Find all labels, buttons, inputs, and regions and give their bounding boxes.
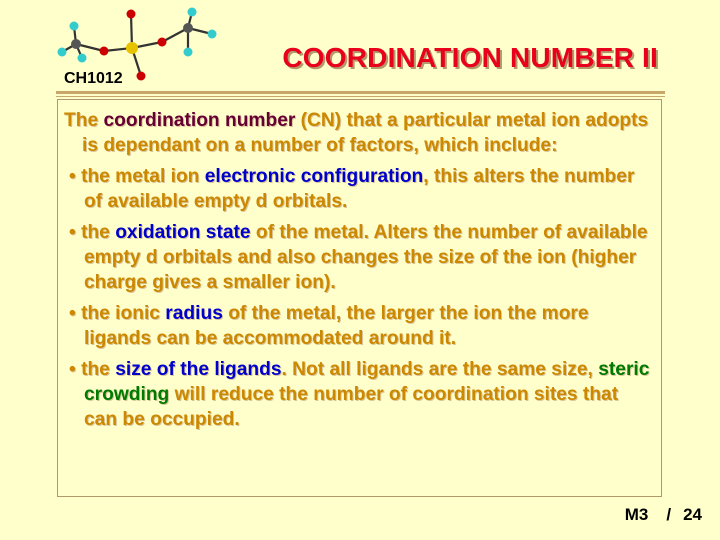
list-item — [64, 164, 655, 214]
bullet-text: the metal ion — [81, 166, 205, 187]
course-code: CH1012 — [64, 70, 123, 87]
intro-text-2: (CN) that a particular metal ion adopts is dependant on a number of factors, which include: — [82, 110, 649, 156]
bullet-text: of the metal, the larger the ion the more ligands can be accommodated around it. — [84, 303, 589, 349]
bullet-keyword: electronic configuration — [204, 166, 424, 187]
list-item — [64, 301, 655, 351]
bullet-text: the — [81, 359, 116, 380]
content-box — [57, 99, 662, 497]
bullet-text: the — [81, 222, 116, 243]
footer-separator: / — [666, 505, 672, 524]
bullet-icon: • — [69, 359, 76, 380]
bullet-keyword: size of the ligands — [115, 359, 282, 380]
bullet-keyword: radius — [165, 303, 223, 324]
module-label: M3 — [624, 505, 649, 524]
bullet-text: will reduce the number of coordination sites that can be occupied. — [84, 384, 619, 430]
intro-term: coordination number — [103, 110, 296, 131]
bullet-text: . Not all ligands are the same size, — [281, 359, 599, 380]
bullet-icon: • — [69, 222, 76, 243]
page-number: 24 — [683, 505, 702, 524]
slide-footer — [625, 505, 702, 525]
intro-paragraph — [64, 108, 655, 158]
title-divider-thin — [56, 96, 665, 97]
bullet-icon: • — [69, 303, 76, 324]
intro-text-1: The — [64, 110, 104, 131]
page-title: COORDINATION NUMBER II — [282, 42, 658, 73]
bullet-icon: • — [69, 166, 76, 187]
list-item — [64, 220, 655, 295]
bullet-text: , this alters the number of available empty d orbitals. — [84, 166, 635, 212]
bullet-text: of the metal. Alters the number of available empty d orbitals and also changes the size of the ion (higher charge gives a smaller ion). — [84, 222, 648, 293]
bullet-keyword-green: steric crowding — [84, 359, 650, 405]
bullet-text: the ionic — [81, 303, 166, 324]
title-divider — [56, 91, 665, 94]
bullet-keyword: oxidation state — [115, 222, 251, 243]
list-item — [64, 357, 655, 432]
